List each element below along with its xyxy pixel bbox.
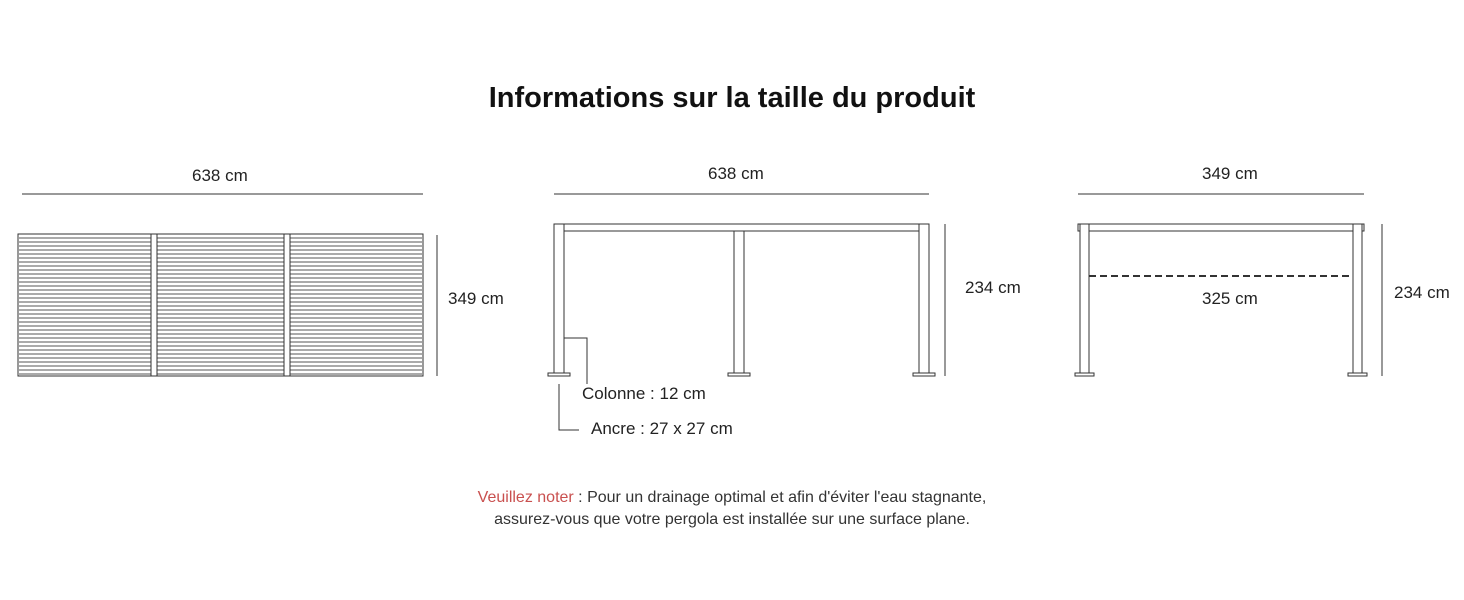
- top-view-beam-1: [151, 234, 157, 376]
- front-view-top-beam: [554, 224, 929, 231]
- side-view-drawing: [1075, 194, 1382, 376]
- top-view-width-label: 638 cm: [192, 166, 248, 185]
- top-view-drawing: [18, 194, 437, 376]
- front-view-drawing: [548, 194, 945, 430]
- side-view-column-right: [1353, 224, 1362, 374]
- note-prefix: Veuillez noter: [477, 489, 574, 506]
- column-callout-line: [564, 338, 587, 384]
- side-view-inner-label: 325 cm: [1202, 289, 1258, 308]
- front-view-anchor-left: [548, 373, 570, 376]
- front-view-column-middle: [734, 231, 744, 374]
- top-view-frame: [18, 234, 423, 376]
- side-view-height-label: 234 cm: [1394, 283, 1450, 302]
- top-view-slats: [19, 238, 422, 374]
- side-view-column-left: [1080, 224, 1089, 374]
- side-view-top-beam: [1078, 224, 1364, 231]
- side-view-anchor-left: [1075, 373, 1094, 376]
- front-view-anchor-middle: [728, 373, 750, 376]
- drainage-note: [0, 487, 1464, 531]
- front-view-width-label: 638 cm: [708, 164, 764, 183]
- front-view-height-label: 234 cm: [965, 278, 1021, 297]
- side-view-width-label: 349 cm: [1202, 164, 1258, 183]
- column-size-label: Colonne : 12 cm: [582, 384, 706, 403]
- side-view-anchor-right: [1348, 373, 1367, 376]
- anchor-callout-line: [559, 384, 579, 430]
- page-title: Informations sur la taille du produit: [488, 82, 976, 114]
- top-view-depth-label: 349 cm: [448, 289, 504, 308]
- front-view-column-right: [919, 224, 929, 374]
- top-view-beam-2: [284, 234, 290, 376]
- note-line-2: assurez-vous que votre pergola est installée sur une surface plane.: [494, 511, 970, 528]
- note-line-1: : Pour un drainage optimal et afin d'éviter l'eau stagnante,: [573, 489, 987, 506]
- anchor-size-label: Ancre : 27 x 27 cm: [591, 419, 733, 438]
- front-view-column-left: [554, 224, 564, 374]
- front-view-anchor-right: [913, 373, 935, 376]
